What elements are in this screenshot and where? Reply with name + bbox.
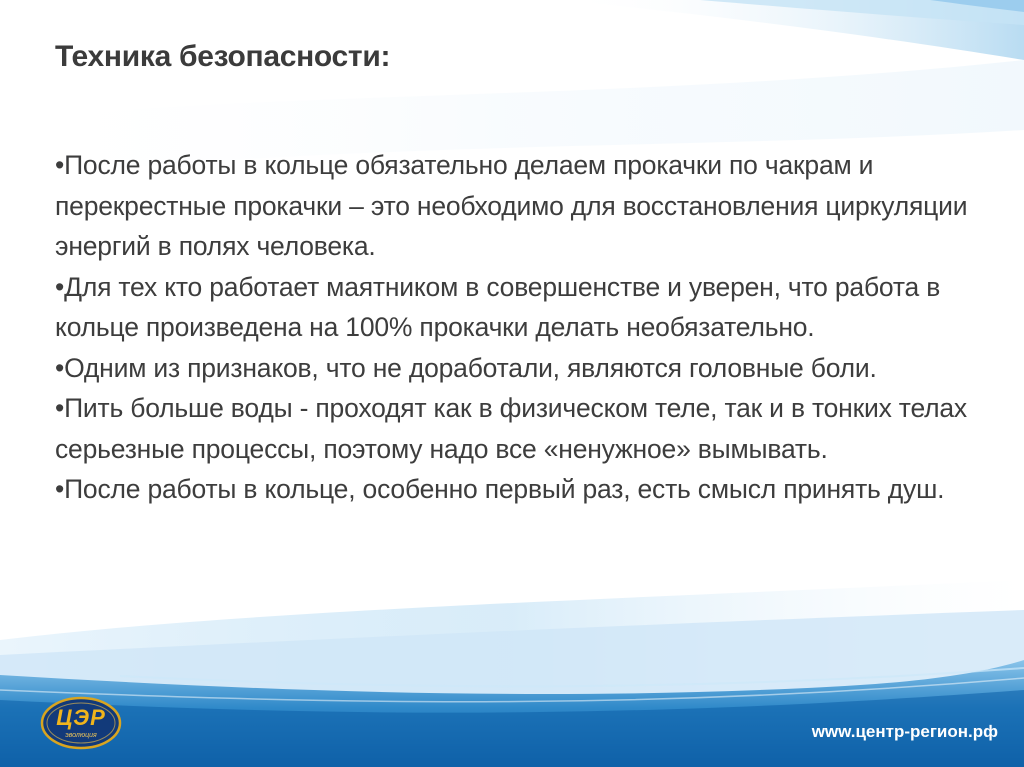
logo-text: ЦЭР — [56, 705, 106, 730]
bullet-item: •После работы в кольце обязательно делаем прокачки по чакрам и перекрестные прокачки – это необходимо для восстановления циркуляции энергий в полях человека. — [55, 150, 968, 261]
bullet-item: •Пить больше воды - проходят как в физическом теле, так и в тонких телах серьезные процессы, поэтому надо все «ненужное» вымывать. — [55, 393, 967, 464]
bullet-item: •После работы в кольце, особенно первый раз, есть смысл принять душ. — [55, 474, 945, 504]
slide-body — [55, 145, 985, 510]
website-link[interactable]: www.центр-регион.рф — [811, 722, 998, 741]
company-logo — [40, 696, 122, 750]
bullet-item: •Для тех кто работает маятником в совершенстве и уверен, что работа в кольце произведена на 100% прокачки делать необязательно. — [55, 271, 941, 342]
logo-subtext: эволюция — [65, 732, 97, 739]
slide-title: Техника безопасности: — [55, 40, 391, 73]
bullet-item: •Одним из признаков, что не доработали, являются головные боли. — [55, 352, 877, 383]
